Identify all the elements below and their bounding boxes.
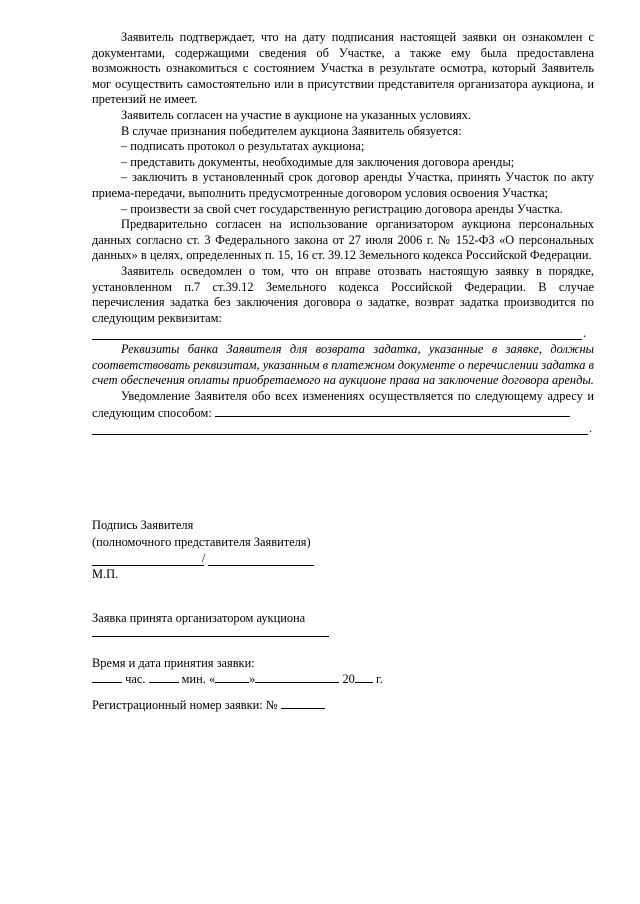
time-date-label: Время и дата принятия заявки: — [92, 656, 255, 670]
line-period: . — [589, 421, 593, 436]
minutes-field[interactable] — [149, 671, 179, 683]
acceptance-signature-line[interactable] — [92, 626, 329, 637]
signature-sublabel: (полномочного представителя Заявителя) — [92, 535, 311, 549]
registration-number-field[interactable] — [281, 697, 325, 709]
year-suffix: г. — [375, 672, 383, 686]
notification-fill-line[interactable] — [92, 421, 588, 435]
notification-method-line[interactable] — [215, 405, 570, 417]
line-period: . — [583, 326, 587, 341]
paragraph-personal-data: Предварительно согласен на использование организатором аукциона персональных данных согласно ст. 3 Федерального закона от 27 июля 2006 г. № 152-ФЗ «О персональных данных» в целях, определенных п. 15, 16 ст. 39.12 Земельного кодекса Российской Федерации. — [92, 217, 594, 263]
year-field[interactable] — [355, 671, 373, 683]
time-date-row — [92, 671, 383, 688]
notification-blank-row — [92, 421, 594, 437]
paragraph-bank-requisites-note: Реквизиты банка Заявителя для возврата задатка, указанные в заявке, должны соответствовать реквизитам, указанным в платежном документе о перечислении задатка в счет обеспечения оплаты приобретаемого на аукционе права на заключение договора аренды. — [92, 342, 594, 388]
obligation-item: – заключить в установленный срок договор аренды Участка, принять Участок по акту приема-передачи, выполнить предусмотренные договором условия освоения Участка; — [92, 170, 594, 200]
minutes-label: мин. « — [181, 672, 216, 686]
signature-slash: / — [202, 551, 206, 565]
hours-field[interactable] — [92, 671, 122, 683]
paragraph-obligations-intro: В случае признания победителем аукциона Заявитель обязуется: — [121, 123, 462, 138]
obligation-item: – подписать протокол о результатах аукциона; — [121, 139, 365, 154]
close-quote: » — [249, 672, 256, 686]
requisites-fill-line[interactable] — [92, 326, 582, 340]
paragraph-notification — [92, 389, 594, 421]
paragraph-withdrawal: Заявитель осведомлен о том, что он вправе отозвать настоящую заявку в порядке, установленном п.7 ст.39.12 Земельного кодекса Российской Федерации. В случае перечисления задатка без заключения договора о задатке, возврат задатка производится по следующим реквизитам: — [92, 263, 594, 325]
paragraph-consent: Заявитель согласен на участие в аукционе на указанных условиях. — [121, 107, 472, 122]
application-body — [92, 30, 594, 437]
obligation-item: – произвести за свой счет государственную регистрацию договора аренды Участка. — [121, 201, 563, 216]
stamp-label: М.П. — [92, 567, 119, 581]
year-prefix: 20 — [342, 672, 355, 686]
month-field[interactable] — [255, 671, 339, 683]
signature-label: Подпись Заявителя — [92, 518, 194, 532]
notification-text: Уведомление Заявителя обо всех изменениях осуществляется по следующему адресу и следующим способом: — [92, 389, 594, 420]
registration-label: Регистрационный номер заявки: № — [92, 698, 278, 712]
requisites-blank-row — [92, 326, 594, 342]
acceptance-label: Заявка принята организатором аукциона — [92, 611, 306, 625]
signature-line[interactable] — [92, 551, 204, 566]
registration-row — [92, 697, 325, 714]
paragraph-acknowledgement: Заявитель подтверждает, что на дату подписания настоящей заявки он ознакомлен с документами, содержащими сведения об Участке, а также ему была предоставлена возможность ознакомиться с состоянием Участка в результате осмотра, который Заявитель мог осуществить самостоятельно или в присутствии представителя организатора аукциона, и претензий не имеет. — [92, 30, 594, 107]
obligation-item: – представить документы, необходимые для заключения договора аренды; — [121, 154, 515, 169]
hours-label: час. — [125, 672, 146, 686]
day-field[interactable] — [215, 671, 249, 683]
signature-name-line[interactable] — [208, 551, 314, 566]
